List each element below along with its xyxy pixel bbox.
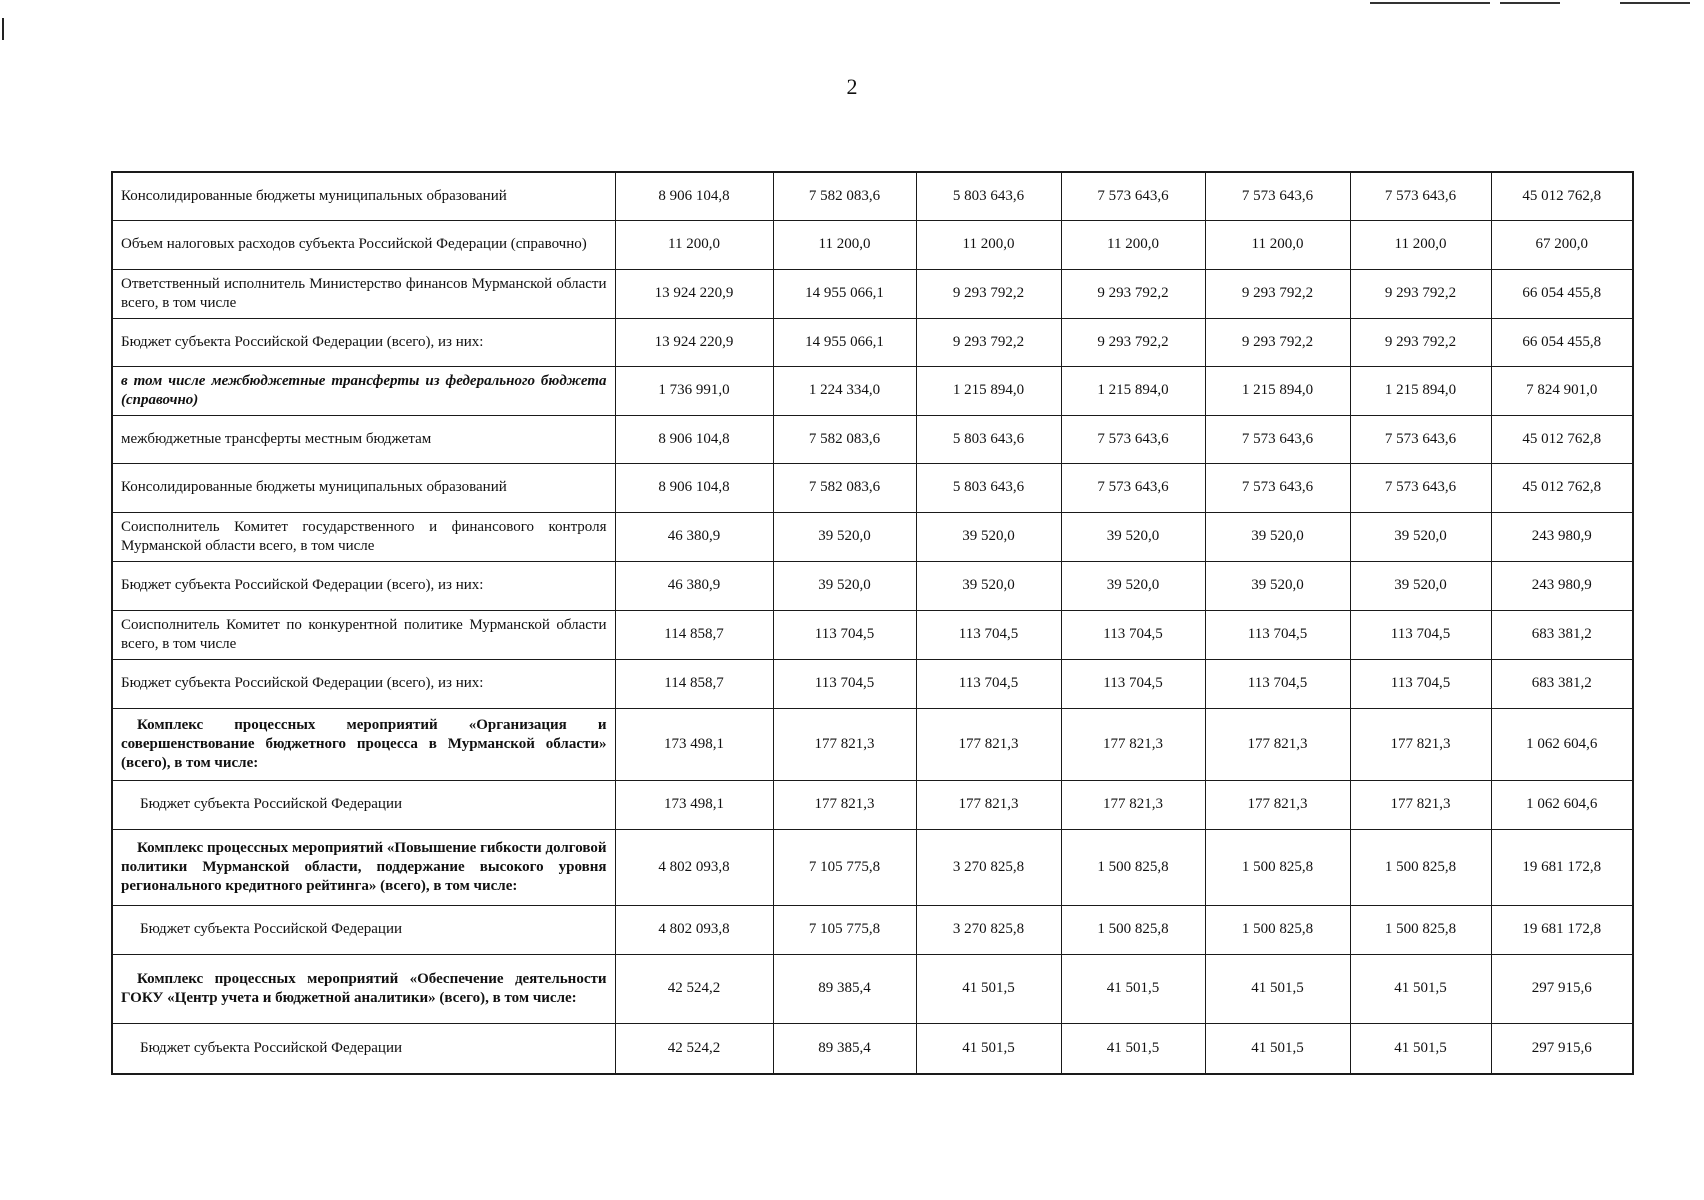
value-cell: 177 821,3 (1205, 780, 1350, 829)
value-cell: 39 520,0 (773, 512, 916, 561)
value-cell: 8 906 104,8 (615, 172, 773, 220)
row-label: Комплекс процессных мероприятий «Организация и совершенствование бюджетного процесса в Мурманской области» (всего), в том числе: (112, 708, 615, 780)
value-cell: 14 955 066,1 (773, 318, 916, 366)
value-cell: 45 012 762,8 (1491, 415, 1633, 463)
value-cell: 7 582 083,6 (773, 463, 916, 512)
value-cell: 297 915,6 (1491, 954, 1633, 1023)
table-row (112, 905, 1633, 954)
value-cell: 41 501,5 (1061, 1023, 1205, 1074)
value-cell: 113 704,5 (916, 659, 1061, 708)
value-cell: 13 924 220,9 (615, 269, 773, 318)
value-cell: 8 906 104,8 (615, 415, 773, 463)
value-cell: 173 498,1 (615, 780, 773, 829)
value-cell: 7 582 083,6 (773, 172, 916, 220)
value-cell: 39 520,0 (916, 512, 1061, 561)
value-cell: 173 498,1 (615, 708, 773, 780)
value-cell: 177 821,3 (1061, 708, 1205, 780)
value-cell: 683 381,2 (1491, 659, 1633, 708)
value-cell: 177 821,3 (1061, 780, 1205, 829)
value-cell: 41 501,5 (916, 954, 1061, 1023)
value-cell: 1 215 894,0 (1350, 366, 1491, 415)
table-row (112, 220, 1633, 269)
value-cell: 39 520,0 (1061, 512, 1205, 561)
row-label: Бюджет субъекта Российской Федерации (всего), из них: (112, 318, 615, 366)
table-row (112, 561, 1633, 610)
value-cell: 11 200,0 (916, 220, 1061, 269)
value-cell: 7 582 083,6 (773, 415, 916, 463)
value-cell: 7 573 643,6 (1061, 463, 1205, 512)
table-body (112, 172, 1633, 1074)
value-cell: 113 704,5 (1061, 659, 1205, 708)
value-cell: 177 821,3 (773, 780, 916, 829)
value-cell: 177 821,3 (916, 780, 1061, 829)
value-cell: 41 501,5 (1350, 1023, 1491, 1074)
value-cell: 39 520,0 (773, 561, 916, 610)
table-row (112, 318, 1633, 366)
table-row (112, 269, 1633, 318)
value-cell: 9 293 792,2 (916, 318, 1061, 366)
value-cell: 7 573 643,6 (1205, 415, 1350, 463)
value-cell: 113 704,5 (1205, 610, 1350, 659)
value-cell: 42 524,2 (615, 954, 773, 1023)
value-cell: 66 054 455,8 (1491, 318, 1633, 366)
value-cell: 113 704,5 (773, 659, 916, 708)
value-cell: 1 215 894,0 (1061, 366, 1205, 415)
value-cell: 46 380,9 (615, 561, 773, 610)
table-row (112, 780, 1633, 829)
value-cell: 177 821,3 (1350, 780, 1491, 829)
value-cell: 13 924 220,9 (615, 318, 773, 366)
value-cell: 19 681 172,8 (1491, 829, 1633, 905)
value-cell: 41 501,5 (916, 1023, 1061, 1074)
value-cell: 177 821,3 (916, 708, 1061, 780)
value-cell: 45 012 762,8 (1491, 172, 1633, 220)
row-label: Соисполнитель Комитет по конкурентной политике Мурманской области всего, в том числе (112, 610, 615, 659)
row-label: межбюджетные трансферты местным бюджетам (112, 415, 615, 463)
value-cell: 177 821,3 (1350, 708, 1491, 780)
value-cell: 7 573 643,6 (1205, 463, 1350, 512)
value-cell: 11 200,0 (773, 220, 916, 269)
value-cell: 39 520,0 (916, 561, 1061, 610)
value-cell: 113 704,5 (1061, 610, 1205, 659)
scan-edge-mark (2, 18, 4, 40)
value-cell: 1 215 894,0 (916, 366, 1061, 415)
table-row (112, 172, 1633, 220)
value-cell: 7 573 643,6 (1350, 415, 1491, 463)
value-cell: 41 501,5 (1061, 954, 1205, 1023)
value-cell: 3 270 825,8 (916, 829, 1061, 905)
value-cell: 1 500 825,8 (1061, 905, 1205, 954)
table-row (112, 610, 1633, 659)
value-cell: 7 573 643,6 (1350, 463, 1491, 512)
table-row (112, 512, 1633, 561)
value-cell: 89 385,4 (773, 954, 916, 1023)
value-cell: 9 293 792,2 (1061, 318, 1205, 366)
value-cell: 89 385,4 (773, 1023, 916, 1074)
value-cell: 297 915,6 (1491, 1023, 1633, 1074)
value-cell: 66 054 455,8 (1491, 269, 1633, 318)
value-cell: 1 500 825,8 (1350, 829, 1491, 905)
value-cell: 39 520,0 (1205, 512, 1350, 561)
page-number: 2 (846, 74, 858, 99)
value-cell: 5 803 643,6 (916, 415, 1061, 463)
value-cell: 1 062 604,6 (1491, 708, 1633, 780)
value-cell: 11 200,0 (615, 220, 773, 269)
value-cell: 114 858,7 (615, 659, 773, 708)
scan-edge-line (1500, 2, 1560, 4)
value-cell: 1 500 825,8 (1350, 905, 1491, 954)
value-cell: 11 200,0 (1205, 220, 1350, 269)
value-cell: 7 573 643,6 (1205, 172, 1350, 220)
value-cell: 3 270 825,8 (916, 905, 1061, 954)
value-cell: 9 293 792,2 (1061, 269, 1205, 318)
row-label: в том числе межбюджетные трансферты из федерального бюджета (справочно) (112, 366, 615, 415)
value-cell: 7 573 643,6 (1061, 415, 1205, 463)
value-cell: 177 821,3 (773, 708, 916, 780)
value-cell: 41 501,5 (1205, 1023, 1350, 1074)
value-cell: 9 293 792,2 (1350, 269, 1491, 318)
value-cell: 42 524,2 (615, 1023, 773, 1074)
value-cell: 41 501,5 (1205, 954, 1350, 1023)
value-cell: 1 224 334,0 (773, 366, 916, 415)
table-row (112, 366, 1633, 415)
value-cell: 1 736 991,0 (615, 366, 773, 415)
value-cell: 11 200,0 (1350, 220, 1491, 269)
value-cell: 9 293 792,2 (916, 269, 1061, 318)
value-cell: 4 802 093,8 (615, 829, 773, 905)
table-row (112, 463, 1633, 512)
table-row (112, 415, 1633, 463)
value-cell: 19 681 172,8 (1491, 905, 1633, 954)
row-label: Бюджет субъекта Российской Федерации (112, 1023, 615, 1074)
value-cell: 113 704,5 (916, 610, 1061, 659)
value-cell: 45 012 762,8 (1491, 463, 1633, 512)
value-cell: 5 803 643,6 (916, 463, 1061, 512)
value-cell: 39 520,0 (1350, 512, 1491, 561)
row-label: Консолидированные бюджеты муниципальных образований (112, 172, 615, 220)
value-cell: 113 704,5 (1350, 659, 1491, 708)
row-label: Ответственный исполнитель Министерство финансов Мурманской области всего, в том числе (112, 269, 615, 318)
row-label: Комплекс процессных мероприятий «Обеспечение деятельности ГОКУ «Центр учета и бюджетной аналитики» (всего), в том числе: (112, 954, 615, 1023)
value-cell: 1 500 825,8 (1205, 905, 1350, 954)
value-cell: 11 200,0 (1061, 220, 1205, 269)
value-cell: 114 858,7 (615, 610, 773, 659)
value-cell: 177 821,3 (1205, 708, 1350, 780)
value-cell: 1 062 604,6 (1491, 780, 1633, 829)
value-cell: 9 293 792,2 (1350, 318, 1491, 366)
value-cell: 7 105 775,8 (773, 905, 916, 954)
value-cell: 39 520,0 (1205, 561, 1350, 610)
scan-edge-line (1370, 2, 1490, 4)
value-cell: 1 500 825,8 (1205, 829, 1350, 905)
row-label: Бюджет субъекта Российской Федерации (112, 780, 615, 829)
value-cell: 1 215 894,0 (1205, 366, 1350, 415)
value-cell: 9 293 792,2 (1205, 318, 1350, 366)
table-row (112, 708, 1633, 780)
row-label: Консолидированные бюджеты муниципальных образований (112, 463, 615, 512)
value-cell: 243 980,9 (1491, 561, 1633, 610)
table-row (112, 829, 1633, 905)
value-cell: 7 573 643,6 (1350, 172, 1491, 220)
row-label: Объем налоговых расходов субъекта Российской Федерации (справочно) (112, 220, 615, 269)
value-cell: 14 955 066,1 (773, 269, 916, 318)
row-label: Бюджет субъекта Российской Федерации (112, 905, 615, 954)
value-cell: 46 380,9 (615, 512, 773, 561)
table-row (112, 954, 1633, 1023)
scan-edge-line (1620, 2, 1690, 4)
row-label: Бюджет субъекта Российской Федерации (всего), из них: (112, 561, 615, 610)
value-cell: 39 520,0 (1061, 561, 1205, 610)
value-cell: 39 520,0 (1350, 561, 1491, 610)
row-label: Бюджет субъекта Российской Федерации (всего), из них: (112, 659, 615, 708)
row-label: Комплекс процессных мероприятий «Повышение гибкости долговой политики Мурманской области, поддержание высокого уровня регионального кредитного рейтинга» (всего), в том числе: (112, 829, 615, 905)
table-row (112, 659, 1633, 708)
row-label: Соисполнитель Комитет государственного и финансового контроля Мурманской области всего, в том числе (112, 512, 615, 561)
value-cell: 41 501,5 (1350, 954, 1491, 1023)
value-cell: 243 980,9 (1491, 512, 1633, 561)
value-cell: 8 906 104,8 (615, 463, 773, 512)
value-cell: 113 704,5 (1205, 659, 1350, 708)
value-cell: 67 200,0 (1491, 220, 1633, 269)
value-cell: 5 803 643,6 (916, 172, 1061, 220)
value-cell: 113 704,5 (1350, 610, 1491, 659)
value-cell: 7 824 901,0 (1491, 366, 1633, 415)
value-cell: 7 573 643,6 (1061, 172, 1205, 220)
value-cell: 1 500 825,8 (1061, 829, 1205, 905)
value-cell: 7 105 775,8 (773, 829, 916, 905)
value-cell: 683 381,2 (1491, 610, 1633, 659)
table-row (112, 1023, 1633, 1074)
value-cell: 113 704,5 (773, 610, 916, 659)
value-cell: 4 802 093,8 (615, 905, 773, 954)
value-cell: 9 293 792,2 (1205, 269, 1350, 318)
budget-table (111, 171, 1634, 1075)
